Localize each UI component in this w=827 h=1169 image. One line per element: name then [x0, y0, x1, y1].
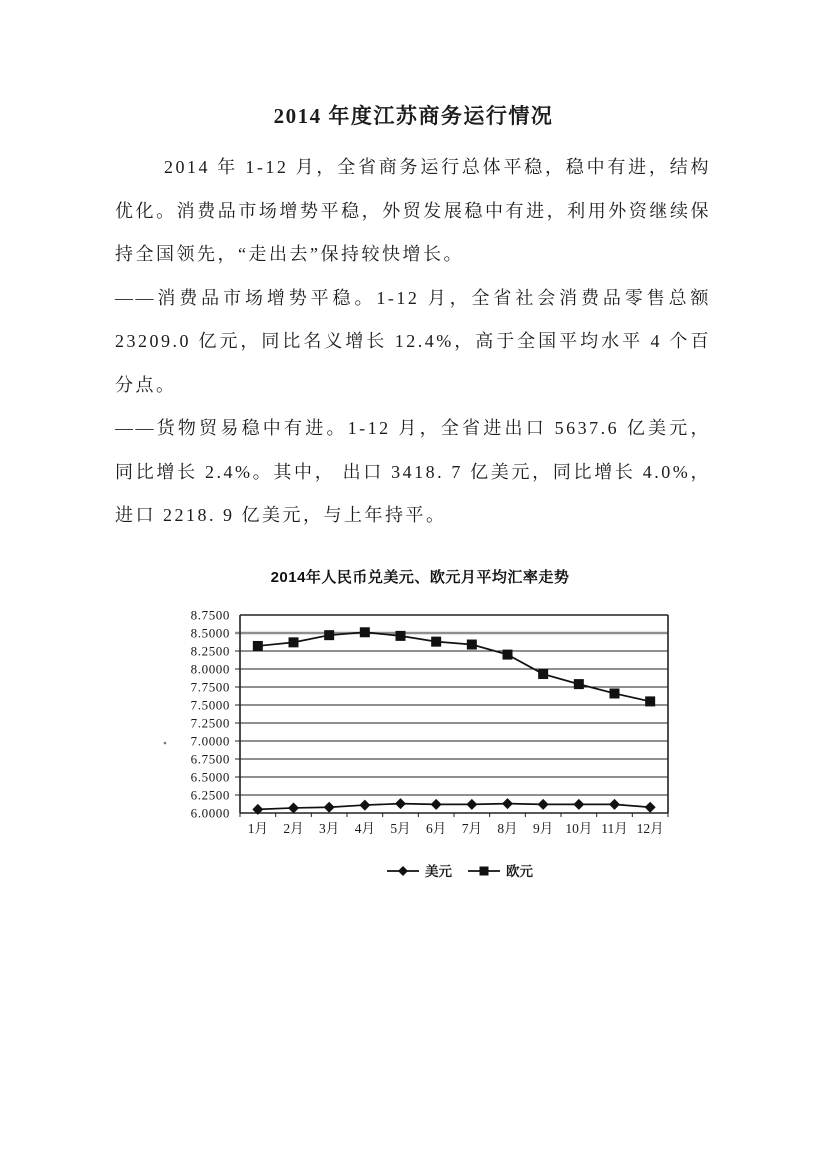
y-axis-tick-label: 7.2500 — [190, 715, 230, 731]
x-axis-tick-label: 7月 — [461, 821, 482, 836]
series-eur-marker — [503, 650, 513, 660]
y-axis-tick-label: 6.7500 — [190, 751, 230, 767]
x-axis-tick-label: 6月 — [426, 821, 447, 836]
x-axis-tick-label: 3月 — [319, 821, 340, 836]
exchange-rate-chart — [150, 566, 690, 900]
paragraph-consumer-market: ——消费品市场增势平稳。1-12 月，全省社会消费品零售总额 23209.0 亿元，同比名义增长 12.4%，高于全国平均水平 4 个百分点。 — [115, 287, 711, 395]
y-axis-tick-label: 6.2500 — [190, 787, 230, 803]
chart-canvas — [150, 590, 690, 900]
x-axis-tick-label: 2月 — [283, 821, 304, 836]
y-axis-tick-label: 7.5000 — [190, 697, 230, 713]
series-usd-marker — [502, 798, 513, 809]
series-eur-marker — [431, 637, 441, 647]
series-eur-marker — [645, 696, 655, 706]
series-usd-line — [258, 804, 650, 810]
x-axis-tick-label: 1月 — [247, 821, 268, 836]
series-eur-marker — [324, 630, 334, 640]
x-axis-tick-label: 11月 — [601, 821, 628, 836]
series-usd-marker — [645, 802, 656, 813]
series-usd-marker — [609, 799, 620, 810]
series-usd-marker — [466, 799, 477, 810]
document-title: 2014 年度江苏商务运行情况 — [273, 104, 554, 128]
series-eur-marker — [289, 637, 299, 647]
x-axis-tick-label: 5月 — [390, 821, 411, 836]
series-eur-line — [258, 632, 650, 701]
x-axis-tick-label: 4月 — [354, 821, 375, 836]
series-eur-marker — [467, 640, 477, 650]
legend-eur-label: 欧元 — [506, 864, 533, 879]
y-axis-tick-label: 7.0000 — [190, 733, 230, 749]
series-eur-marker — [360, 627, 370, 637]
legend-usd-label: 美元 — [425, 864, 452, 879]
series-eur-marker — [253, 641, 263, 651]
series-eur-marker — [538, 669, 548, 679]
document-body — [115, 146, 711, 538]
series-usd-marker — [573, 799, 584, 810]
series-usd-marker — [359, 800, 370, 811]
series-eur-marker — [396, 631, 406, 641]
y-axis-tick-label: 8.5000 — [190, 625, 230, 641]
scan-speck — [164, 742, 167, 745]
series-usd-marker — [324, 802, 335, 813]
y-axis-tick-label: 8.0000 — [190, 661, 230, 677]
y-axis-tick-label: 8.2500 — [190, 643, 230, 659]
legend-eur-marker — [480, 867, 489, 876]
series-eur-marker — [610, 688, 620, 698]
y-axis-tick-label: 7.7500 — [190, 679, 230, 695]
series-eur-marker — [574, 679, 584, 689]
series-usd-marker — [288, 802, 299, 813]
x-axis-tick-label: 12月 — [636, 821, 664, 836]
series-usd-marker — [431, 799, 442, 810]
series-usd-marker — [538, 799, 549, 810]
paragraph-overview: 2014 年 1-12 月，全省商务运行总体平稳，稳中有进，结构优化。消费品市场增势平稳，外贸发展稳中有进，利用外资继续保持全国领先，“走出去”保持较快增长。 — [115, 157, 711, 264]
x-axis-tick-label: 10月 — [565, 821, 593, 836]
paragraph-goods-trade: ——货物贸易稳中有进。1-12 月，全省进出口 5637.6 亿美元，同比增长 2.4%。其中， 出口 3418. 7 亿美元，同比增长 4.0%，进口 2218. 9 亿美元，与上年持平。 — [115, 418, 711, 525]
legend-usd-marker — [398, 866, 408, 876]
x-axis-tick-label: 8月 — [497, 821, 518, 836]
series-usd-marker — [395, 798, 406, 809]
y-axis-tick-label: 6.5000 — [190, 769, 230, 785]
y-axis-tick-label: 6.0000 — [190, 805, 230, 821]
chart-title: 2014年人民币兑美元、欧元月平均汇率走势 — [270, 569, 570, 586]
y-axis-tick-label: 8.7500 — [190, 607, 230, 623]
x-axis-tick-label: 9月 — [533, 821, 554, 836]
